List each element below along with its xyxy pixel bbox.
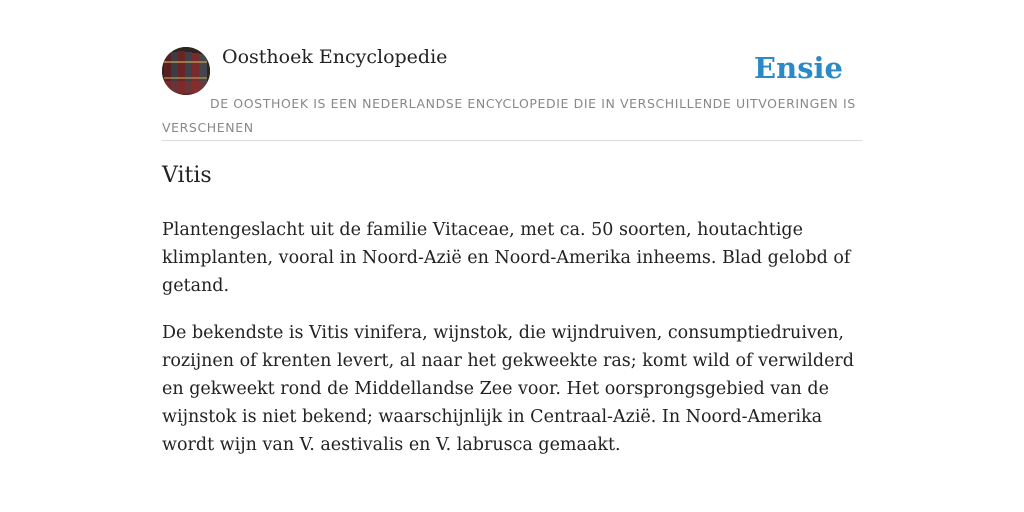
encyclopedia-books-icon[interactable] [162,47,210,95]
article-paragraph: Plantengeslacht uit de familie Vitaceae, met ca. 50 soorten, houtachtige klimplanten, vooral in Noord-Azië en Noord-Amerika inheems. Blad gelobd of getand. [162,220,851,296]
ensie-logo[interactable]: Ensie [754,51,843,85]
source-header [162,46,862,141]
source-description: DE OOSTHOEK IS EEN NEDERLANDSE ENCYCLOPEDIE DIE IN VERSCHILLENDE UITVOERINGEN IS VERSCHENEN [162,96,856,135]
article-card [162,0,862,512]
source-name[interactable]: Oosthoek Encyclopedie [222,46,448,68]
article-title: Vitis [162,163,212,188]
article-paragraph: De bekendste is Vitis vinifera, wijnstok, die wijndruiven, consumptiedruiven, rozijnen of krenten levert, al naar het gekweekte ras; komt wild of verwilderd en gekweekt rond de Middellandse Zee voor. Het oorsprongsgebied van de wijnstok is niet bekend; waarschijnlijk in Centraal-Azië. In Noord-Amerika wordt wijn van V. aestivalis en V. labrusca gemaakt. [162,323,855,455]
